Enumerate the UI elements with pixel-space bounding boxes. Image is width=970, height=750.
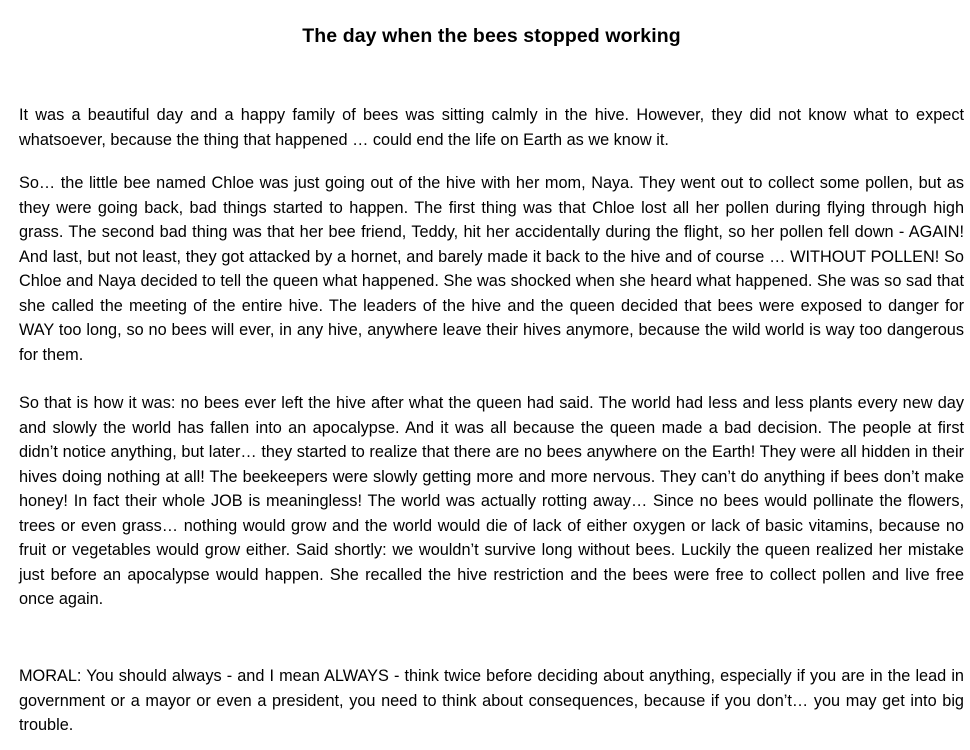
document-title: The day when the bees stopped working bbox=[302, 25, 681, 47]
paragraph-story: So… the little bee named Chloe was just going out of the hive with her mom, Naya. They went out to collect some pollen, but as they were going back, bad things started to happen. The first thing was that Chloe lost all her pollen during flying through high grass. The second bad thing was that her bee friend, Teddy, hit her accidentally during the flight, so her pollen fell down - AGAIN! And last, but not least, they got attacked by a hornet, and barely made it back to the hive and of course … WITHOUT POLLEN! So Chloe and Naya decided to tell the queen what happened. She was shocked when she heard what happened. She was so sad that she called the meeting of the entire hive. The leaders of the hive and the queen decided that bees were exposed to danger for WAY too long, so no bees will ever, in any hive, anywhere leave their hives anymore, because the wild world is way too dangerous for them. bbox=[19, 174, 964, 364]
paragraph-consequences: So that is how it was: no bees ever left the hive after what the queen had said. The world had less and less plants every new day and slowly the world has fallen into an apocalypse. And it was all because the queen made a bad decision. The people at first didn’t notice anything, but later… they started to realize that there are no bees anywhere on the Earth! They were all hidden in their hives doing nothing at all! The beekeepers were slowly getting more and more nervous. They can’t do anything if bees don’t make honey! In fact their whole JOB is meaningless! The world was actually rotting away… Since no bees would pollinate the flowers, trees or even grass… nothing would grow and the world would die of lack of either oxygen or lack of basic vitamins, because no fruit or vegetables would grow either. Said shortly: we wouldn’t survive long without bees. Luckily the queen realized her mistake just before an apocalypse would happen. She recalled the hive restriction and the bees were free to collect pollen and live free once again. bbox=[19, 394, 964, 608]
paragraph-intro: It was a beautiful day and a happy family of bees was sitting calmly in the hive. However, they did not know what to expect whatsoever, because the thing that happened … could end the life on Earth as we know it. bbox=[19, 106, 964, 149]
paragraph-moral: MORAL: You should always - and I mean ALWAYS - think twice before deciding about anything, especially if you are in the lead in government or a mayor or even a president, you need to think about consequences, because if you don’t… you may get into big trouble. bbox=[19, 667, 964, 734]
